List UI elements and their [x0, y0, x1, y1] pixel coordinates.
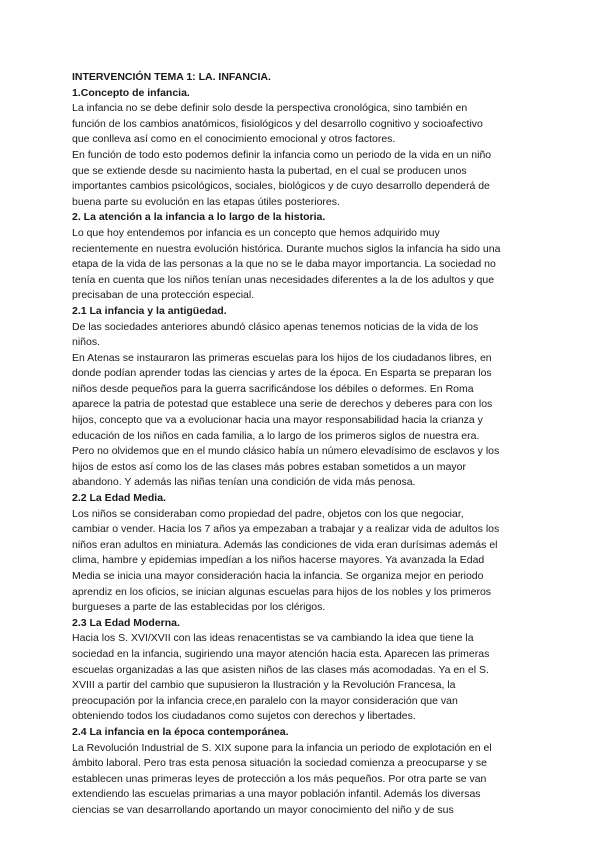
body-text-line: Lo que hoy entendemos por infancia es un concepto que hemos adquirido muy	[72, 226, 440, 239]
body-text-line: aprendiz en los oficios, se inician algunas escuelas para hijos de los nobles y los primeros	[72, 585, 492, 598]
body-text-line: precisaban de una protección especial.	[72, 289, 255, 302]
body-text-line: que conlleva así como en el conocimiento emocional y otros factores.	[72, 133, 396, 146]
section-heading: INTERVENCIÓN TEMA 1: LA. INFANCIA.	[72, 71, 271, 83]
body-text-line: abandono. Y además las niñas tenían una condición de vida más penosa.	[72, 476, 416, 489]
body-text-line: etapa de la vida de las personas a la que no se le daba mayor importancia. La sociedad no	[72, 258, 496, 271]
body-text-line: niños eran adultos en miniatura. Además las condiciones de vida eran durísimas además el	[72, 538, 498, 551]
section-heading: 2.3 La Edad Moderna.	[72, 616, 180, 629]
body-text-line: establecen unas primeras leyes de protección a los más pequeños. Por otra parte se van	[72, 772, 487, 785]
body-text-line: cambiar o vender. Hacia los 7 años ya empezaban a trabajar y a realizar vida de adultos los	[72, 523, 500, 536]
body-text-line: clima, hambre y epidemias impedían a los niños hacerse mayores. Ya avanzada la Edad	[72, 554, 485, 567]
document-page	[72, 70, 532, 819]
body-text-line: niños.	[72, 336, 101, 349]
body-text-line: En Atenas se instauraron las primeras escuelas para los hijos de los ciudadanos libres, en	[72, 351, 492, 364]
body-text-line: hijos de estos así como los de las clases más pobres estaban sometidos a un mayor	[72, 460, 466, 473]
body-text-line: De las sociedades anteriores abundó clásico apenas tenemos noticias de la vida de los	[72, 320, 479, 333]
body-text-line: tenía en cuenta que los niños tenían unas necesidades diferentes a la de los adultos y que	[72, 273, 495, 286]
body-text-line: hijos, concepto que va a evolucionar hacia una mayor responsabilidad hacia la crianza y	[72, 414, 483, 427]
body-text-line: educación de los niños en cada familia, a lo largo de los primeros siglos de nuestra era.	[72, 429, 480, 442]
body-text-line: ciencias se van desarrollando aportando un mayor conocimiento del niño y de sus	[72, 803, 454, 816]
body-text-line: En función de todo esto podemos definir la infancia como un periodo de la vida en un niño	[72, 148, 492, 161]
body-text-line: obteniendo todos los ciudadanos como sujetos con derechos y libertades.	[72, 710, 416, 723]
section-heading: 2.1 La infancia y la antigüedad.	[72, 304, 227, 317]
body-text-line: La Revolución Industrial de S. XIX supone para la infancia un periodo de explotación en el	[72, 741, 492, 754]
section-heading: 2.4 La infancia en la época contemporánea.	[72, 725, 289, 738]
body-text-line: Hacia los S. XVI/XVII con las ideas renacentistas se va cambiando la idea que tiene la	[72, 632, 474, 645]
body-text-line: donde podían aprender todas las ciencias y artes de la época. En Esparta se preparan los	[72, 367, 492, 380]
body-text-line: función de los cambios anatómicos, fisiológicos y del desarrollo cognitivo y socioafectivo	[72, 117, 483, 130]
body-text-line: burgueses a parte de las establecidas por los clérigos.	[72, 601, 326, 614]
body-text-line: Pero no olvidemos que en el mundo clásico había un número elevadísimo de esclavos y los	[72, 445, 500, 458]
body-text-line: Los niños se consideraban como propiedad del padre, objetos con los que negociar,	[72, 507, 464, 520]
body-text-line: Media se inicia una mayor consideración hacia la infancia. Se organiza mejor en periodo	[72, 570, 484, 582]
body-text-line: extendiendo las escuelas primarias a una mayor población infantil. Además los diversas	[72, 788, 481, 801]
body-text-line: aparece la patria de potestad que establece una serie de derechos y deberes para con los	[72, 398, 493, 411]
section-heading: 2. La atención a la infancia a lo largo de la historia.	[72, 211, 326, 224]
body-text-line: ámbito laboral. Pero tras esta penosa situación la sociedad comienza a preocuparse y se	[72, 757, 487, 770]
body-text-line: importantes cambios psicológicos, sociales, biológicos y de cuyo desarrollo dependerá de	[72, 180, 490, 193]
body-text-line: XVIII a partir del cambio que supusieron la Ilustración y la Revolución Francesa, la	[72, 679, 456, 692]
section-heading: 2.2 La Edad Media.	[72, 492, 166, 505]
body-text-line: preocupación por la infancia crece,en paralelo con la mayor consideración que van	[72, 694, 458, 707]
body-text-line: que se extiende desde su nacimiento hasta la pubertad, en el cual se producen unos	[72, 164, 467, 177]
body-text-line: La infancia no se debe definir solo desde la perspectiva cronológica, sino también en	[72, 102, 468, 115]
body-text-line: buena parte su evolución en las etapas útiles posteriores.	[72, 195, 340, 208]
body-text-line: niños desde pequeños para la guerra sacrificándose los débiles o deformes. En Roma	[72, 382, 474, 395]
body-text-line: escuelas organizadas a las que asisten niños de las clases más acomodadas. Ya en el S.	[72, 663, 489, 676]
body-text-line: sociedad en la infancia, sugiriendo una mayor atención hacia esta. Aparecen las primeras	[72, 647, 490, 660]
section-heading: 1.Concepto de infancia.	[72, 86, 190, 99]
body-text-line: recientemente en nuestra evolución histórica. Durante muchos siglos la infancia ha sido una	[72, 242, 501, 255]
